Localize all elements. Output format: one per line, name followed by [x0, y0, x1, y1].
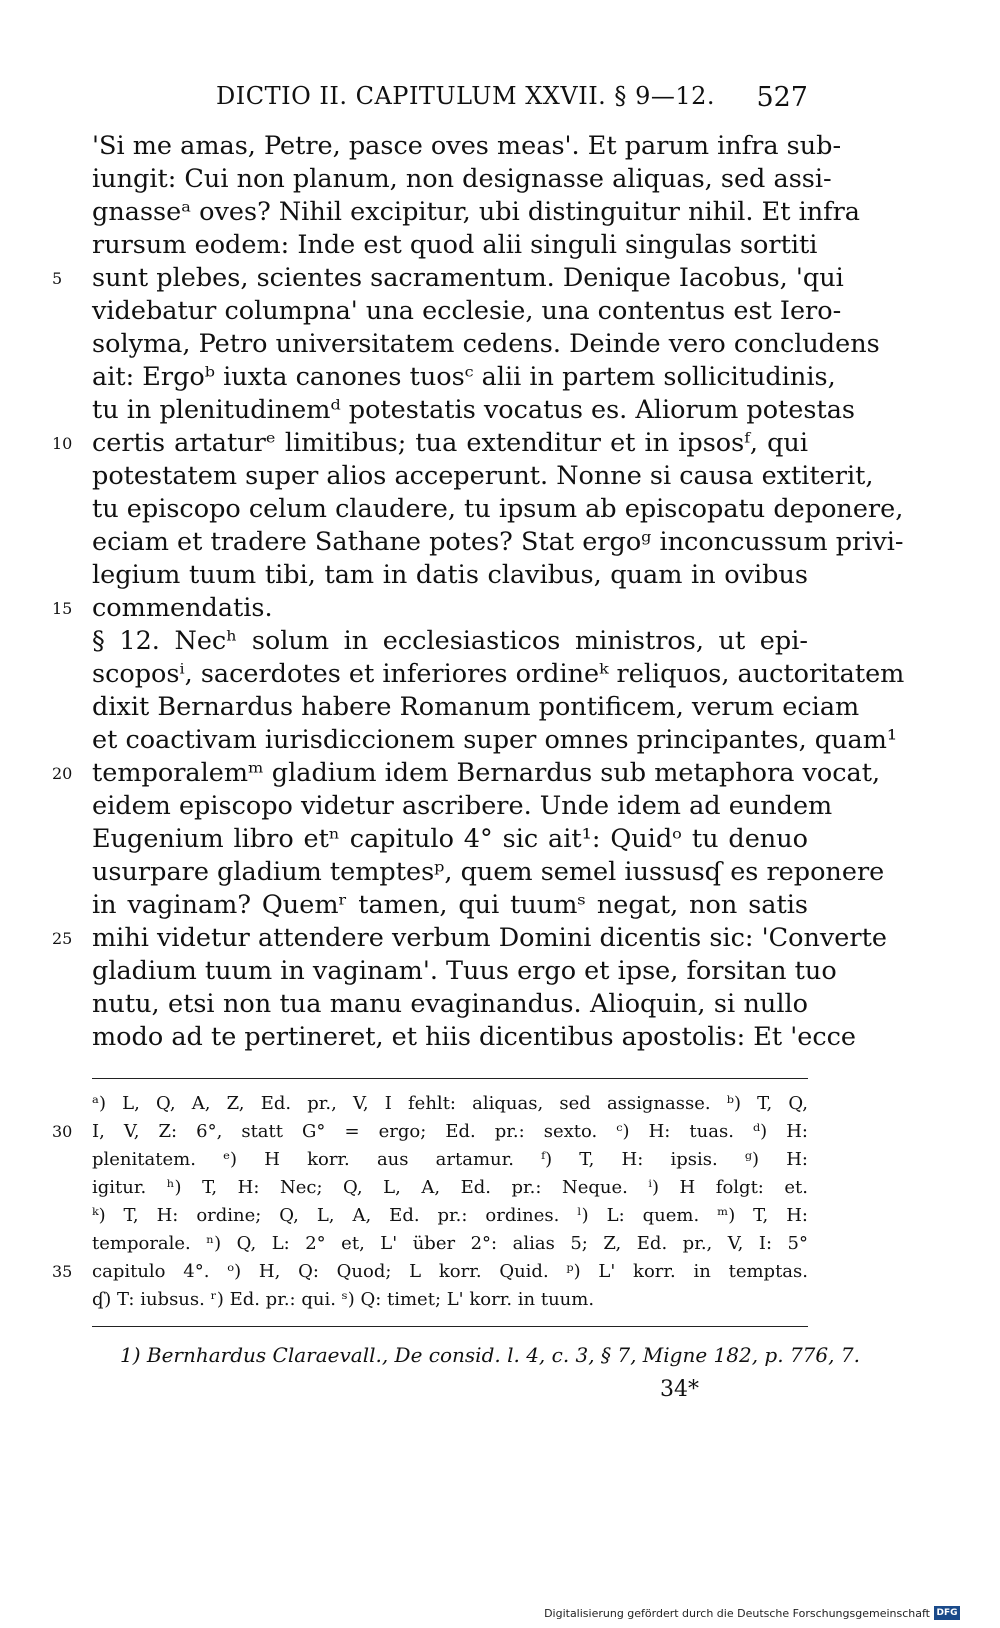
- critical-apparatus: [52, 1090, 808, 1314]
- text-line: [92, 1021, 857, 1054]
- footnote-line: [92, 1146, 808, 1174]
- running-title: DICTIO II. CAPITULUM XXVII. § 9—12.: [216, 82, 715, 110]
- line-text: potestatem super alios acceperunt. Nonne si causa extiterit,: [92, 461, 874, 491]
- line-text: commendatis.: [92, 593, 273, 623]
- line-text: usurpare gladium temptesᵖ, quem semel iussusʠ es reponere: [92, 857, 885, 887]
- signature-mark: 34*: [660, 1377, 699, 1402]
- dfg-logo-icon: DFG: [934, 1606, 960, 1620]
- footnote-line: [92, 1174, 808, 1202]
- funding-credit: [544, 1606, 960, 1620]
- line-text: capitulo 4°. ᵒ) H, Q: Quod; L korr. Quid. ᵖ) L' korr. in temptas.: [92, 1261, 808, 1282]
- text-line: [92, 988, 808, 1021]
- line-number: 25: [52, 929, 73, 948]
- page-number: 527: [756, 82, 808, 113]
- footnote-divider: [92, 1078, 808, 1079]
- text-line: [52, 262, 844, 295]
- text-line: [92, 955, 837, 988]
- line-text: temporale. ⁿ) Q, L: 2° et, L' über 2°: alias 5; Z, Ed. pr., V, I: 5°: [92, 1233, 808, 1254]
- text-line: [52, 592, 808, 625]
- text-line: [92, 493, 904, 526]
- text-line: [52, 427, 808, 460]
- line-number: 15: [52, 599, 73, 618]
- line-text: temporalemᵐ gladium idem Bernardus sub metaphora vocat,: [92, 758, 881, 788]
- line-text: legium tuum tibi, tam in datis clavibus, quam in ovibus: [92, 560, 808, 590]
- footnote-line: [92, 1286, 808, 1314]
- footnote-line: [92, 1230, 808, 1258]
- line-text: igitur. ʰ) T, H: Nec; Q, L, A, Ed. pr.: Neque. ⁱ) H folgt: et.: [92, 1177, 808, 1198]
- line-text: ʠ) T: iubsus. ʳ) Ed. pr.: qui. ˢ) Q: timet; L' korr. in tuum.: [92, 1289, 595, 1310]
- source-note: 1) Bernhardus Claraevall., De consid. l. 4, c. 3, § 7, Migne 182, p. 776, 7.: [120, 1343, 860, 1367]
- text-line: [92, 361, 836, 394]
- line-text: tu episcopo celum claudere, tu ipsum ab episcopatu deponere,: [92, 494, 904, 524]
- line-text: 'Si me amas, Petre, pasce oves meas'. Et parum infra sub-: [92, 131, 842, 161]
- text-line: [92, 658, 905, 691]
- text-line: [92, 856, 885, 889]
- line-text: in vaginam? Quemʳ tamen, qui tuumˢ negat, non satis: [92, 890, 808, 920]
- line-text: § 12. Necʰ solum in ecclesiasticos ministros, ut epi-: [92, 626, 808, 656]
- footnote-line: [92, 1090, 808, 1118]
- text-line: [92, 163, 832, 196]
- line-text: solyma, Petro universitatem cedens. Deinde vero concludens: [92, 329, 880, 359]
- text-line: [92, 394, 856, 427]
- line-text: plenitatem. ᵉ) H korr. aus artamur. ᶠ) T, H: ipsis. ᵍ) H:: [92, 1149, 808, 1170]
- text-line: [92, 823, 808, 856]
- source-note-divider: [92, 1326, 808, 1327]
- text-line: [92, 295, 842, 328]
- line-text: ᵏ) T, H: ordine; Q, L, A, Ed. pr.: ordines. ˡ) L: quem. ᵐ) T, H:: [92, 1205, 808, 1226]
- line-text: I, V, Z: 6°, statt G° = ergo; Ed. pr.: sexto. ᶜ) H: tuas. ᵈ) H:: [92, 1121, 808, 1142]
- text-line: [92, 196, 861, 229]
- text-line: [92, 691, 860, 724]
- line-text: nutu, etsi non tua manu evaginandus. Alioquin, si nullo: [92, 989, 808, 1019]
- text-line: [92, 724, 898, 757]
- line-number: 35: [52, 1262, 73, 1281]
- line-text: eidem episcopo videtur ascribere. Unde idem ad eundem: [92, 791, 833, 821]
- line-number: 30: [52, 1122, 73, 1141]
- line-text: tu in plenitudinemᵈ potestatis vocatus es. Aliorum potestas: [92, 395, 856, 425]
- footnote-line: [52, 1258, 808, 1286]
- line-text: mihi videtur attendere verbum Domini dicentis sic: 'Converte: [92, 923, 887, 953]
- line-number: 10: [52, 434, 73, 453]
- footnote-line: [92, 1202, 808, 1230]
- line-text: sunt plebes, scientes sacramentum. Denique Iacobus, 'qui: [92, 263, 844, 293]
- text-line: [92, 526, 904, 559]
- main-text: [52, 130, 905, 1054]
- line-text: ait: Ergoᵇ iuxta canones tuosᶜ alii in partem sollicitudinis,: [92, 362, 836, 392]
- line-text: eciam et tradere Sathane potes? Stat ergoᵍ inconcussum privi-: [92, 527, 904, 557]
- footnote-line: [52, 1118, 808, 1146]
- text-line: [92, 889, 808, 922]
- text-line: [92, 790, 833, 823]
- text-line: [92, 130, 842, 163]
- text-line: [52, 757, 881, 790]
- line-number: 5: [52, 269, 63, 288]
- line-text: gladium tuum in vaginam'. Tuus ergo et ipse, forsitan tuo: [92, 956, 837, 986]
- text-line: [92, 328, 880, 361]
- line-text: ᵃ) L, Q, A, Z, Ed. pr., V, I fehlt: aliquas, sed assignasse. ᵇ) T, Q,: [92, 1093, 808, 1114]
- line-text: dixit Bernardus habere Romanum pontificem, verum eciam: [92, 692, 860, 722]
- line-number: 20: [52, 764, 73, 783]
- text-line: [92, 559, 808, 592]
- line-text: modo ad te pertineret, et hiis dicentibus apostolis: Et 'ecce: [92, 1022, 857, 1052]
- line-text: iungit: Cui non planum, non designasse aliquas, sed assi-: [92, 164, 832, 194]
- line-text: Eugenium libro etⁿ capitulo 4° sic ait¹: Quidᵒ tu denuo: [92, 824, 808, 854]
- text-line: [92, 460, 874, 493]
- funding-text: Digitalisierung gefördert durch die Deutsche Forschungsgemeinschaft: [544, 1606, 930, 1620]
- line-text: scoposⁱ, sacerdotes et inferiores ordineᵏ reliquos, auctoritatem: [92, 659, 905, 689]
- text-line: [52, 922, 887, 955]
- line-text: et coactivam iurisdiccionem super omnes principantes, quam¹: [92, 725, 898, 755]
- line-text: gnasseᵃ oves? Nihil excipitur, ubi distinguitur nihil. Et infra: [92, 197, 861, 227]
- page-header: [90, 82, 808, 122]
- line-text: videbatur columpna' una ecclesie, una contentus est Iero-: [92, 296, 842, 326]
- text-line: [92, 625, 808, 658]
- line-text: certis artaturᵉ limitibus; tua extenditur et in ipsosᶠ, qui: [92, 428, 808, 458]
- line-text: rursum eodem: Inde est quod alii singuli singulas sortiti: [92, 230, 818, 260]
- text-line: [92, 229, 818, 262]
